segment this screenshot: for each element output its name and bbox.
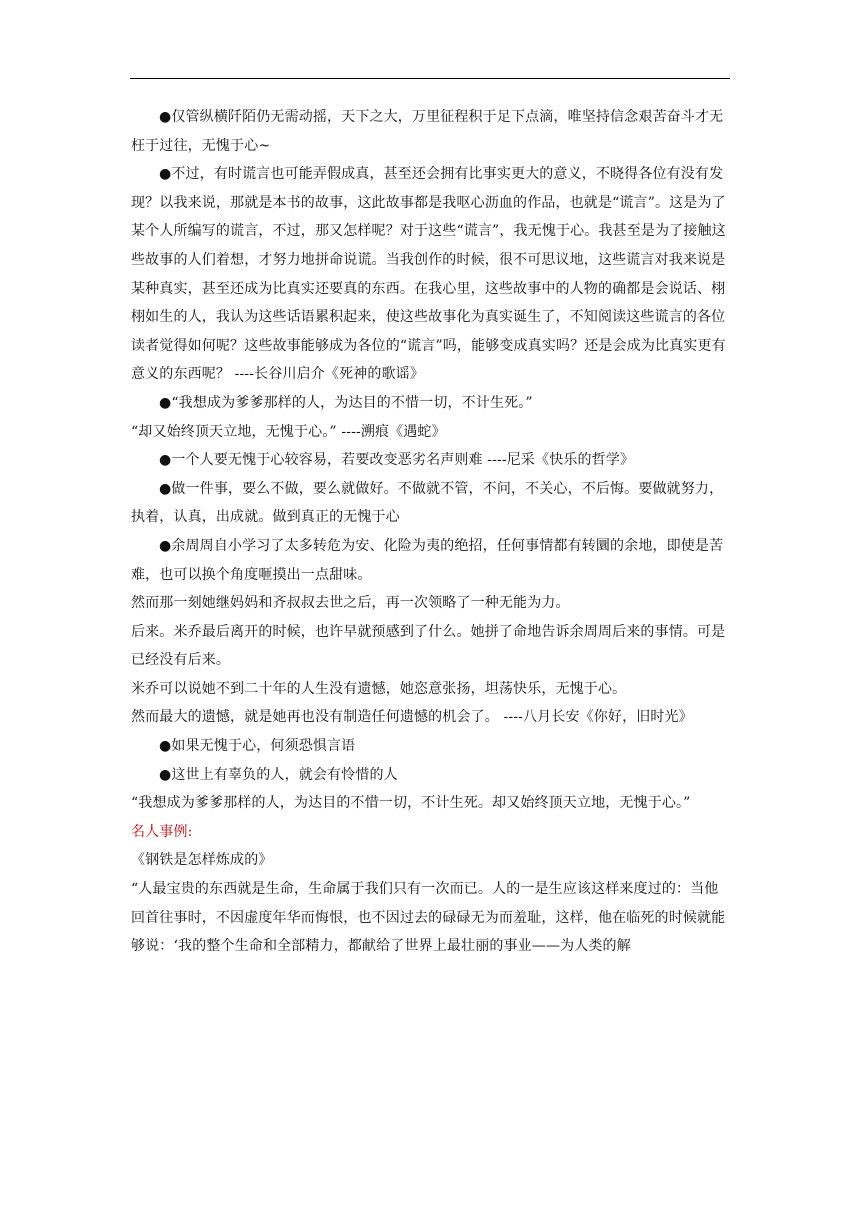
paragraph: ●做一件事，要么不做，要么就做好。不做就不管，不问，不关心，不后悔。要做就努力，执着，认真，出成就。做到真正的无愧于心	[131, 480, 724, 526]
paragraph: ●如果无愧于心，何须恐惧言语	[159, 738, 356, 755]
paragraph: 米乔可以说她不到二十年的人生没有遗憾，她恣意张扬，坦荡快乐，无愧于心。	[131, 680, 627, 697]
paragraph: ●余周周自小学习了太多转危为安、化险为夷的绝招，任何事情都有转圜的余地，即使是苦难，也可以换个角度咂摸出一点甜味。	[131, 537, 724, 583]
paragraph: “却又始终顶天立地，无愧于心。” ----溯痕《遇蛇》	[131, 423, 446, 440]
paragraph: ●一个人要无愧于心较容易，若要改变恶劣名声则难 ----尼采《快乐的哲学》	[159, 452, 635, 469]
header-rule	[130, 78, 730, 79]
document-body	[131, 103, 731, 961]
paragraph: 然而那一刻她继妈妈和齐叔叔去世之后，再一次领略了一种无能为力。	[131, 595, 570, 612]
paragraph: ●仅管纵横阡陌仍无需动摇，天下之大，万里征程积于足下点滴，唯坚持信念艰苦奋斗才无枉于过往，无愧于心~	[131, 109, 724, 154]
paragraph: “我想成为爹爹那样的人，为达目的不惜一切，不计生死。却又始终顶天立地，无愧于心。”	[131, 795, 691, 812]
book-title: 《钢铁是怎样炼成的》	[131, 852, 273, 869]
section-heading: 名人事例:	[131, 823, 193, 840]
paragraph: 然而最大的遗憾，就是她再也没有制造任何遗憾的机会了。 ----八月长安《你好，旧时光》	[131, 709, 693, 726]
paragraph: 后来。米乔最后离开的时候，也许早就预感到了什么。她拼了命地告诉余周周后来的事情。可是已经没有后来。	[131, 623, 726, 669]
paragraph: ●不过，有时谎言也可能弄假成真，甚至还会拥有比事实更大的意义，不晓得各位有没有发现？以我来说，那就是本书的故事，这此故事都是我呕心沥血的作品，也就是“谎言”。这是为了某个人所编写的谎言，不过，那又怎样呢？对于这些“谎言”，我无愧于心。我甚至是为了接触这些故事的人们着想，才努力地拼命说谎。当我创作的时候，很不可思议地，这些谎言对我来说是某种真实，甚至还成为比真实还要真的东西。在我心里，这些故事中的人物的确都是会说话、栩栩如生的人，我认为这些话语累积起来，使这些故事化为真实诞生了，不知阅读这些谎言的各位读者觉得如何呢？这些故事能够成为各位的“谎言”吗，能够变成真实吗？还是会成为比真实更有意义的东西呢？ ----长谷川启介《死神的歌谣》	[131, 166, 726, 383]
paragraph: ●“我想成为爹爹那样的人，为达目的不惜一切，不计生死。”	[159, 394, 533, 411]
paragraph: “人最宝贵的东西就是生命，生命属于我们只有一次而已。人的一是生应该这样来度过的：当他回首往事时，不因虚度年华而悔恨，也不因过去的碌碌无为而羞耻，这样，他在临死的时候就能够说：‘我的整个生命和全部精力，都献给了世界上最壮丽的事业——为人类的解	[131, 881, 726, 955]
paragraph: ●这世上有辜负的人，就会有怜惜的人	[159, 766, 398, 783]
